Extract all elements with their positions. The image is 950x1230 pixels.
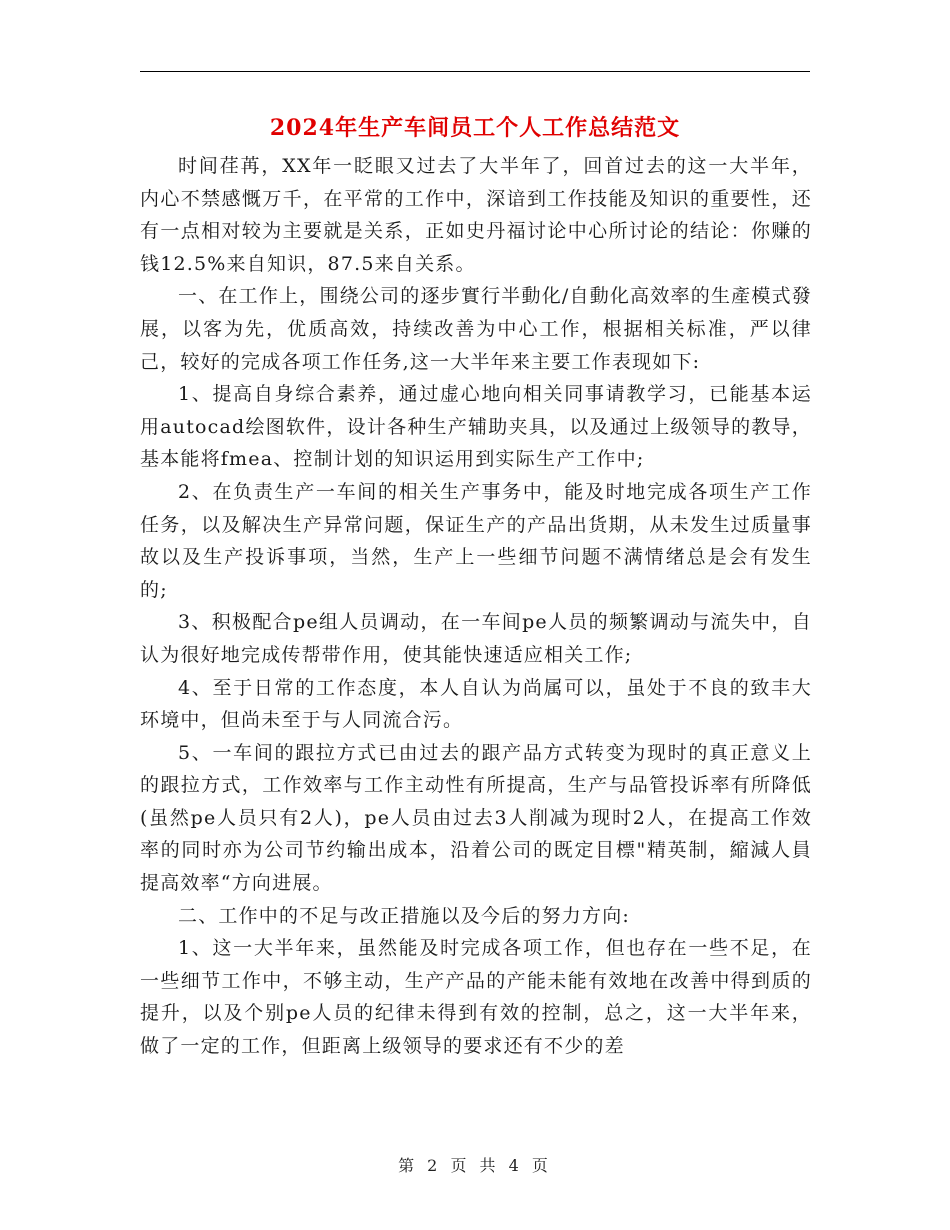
- paragraph-item-2: 2、在负责生产一车间的相关生产事务中，能及时地完成各项生产工作任务，以及解决生产异常问题，保证生产的产品出货期，从未发生过质量事故以及生产投诉事项，当然，生产上一些细节问题不满情绪总是会有发生的;: [140, 480, 812, 601]
- header-rule: [140, 71, 810, 72]
- paragraph-section-two: 二、工作中的不足与改正措施以及今后的努力方向:: [178, 904, 631, 927]
- paragraph-item-1: 1、提高自身综合素养，通过虚心地向相关同事请教学习，已能基本运用autocad绘图软件，设计各种生产辅助夹具，以及通过上级领导的教导，基本能将fmea、控制计划的知识运用到实际生产工作中;: [140, 383, 812, 471]
- paragraph-item-5: 5、一车间的跟拉方式已由过去的跟产品方式转变为现时的真正意义上的跟拉方式，工作效率与工作主动性有所提高，生产与品管投诉率有所降低(虽然pe人员只有2人)，pe人员由过去3人削减为现时2人，在提高工作效率的同时亦为公司节约输出成本，沿着公司的既定目標"精英制，縮減人員提高效率“方向进展。: [140, 741, 812, 895]
- document-body: [140, 150, 812, 1063]
- page-number: 第 2 页 共 4 页: [398, 1156, 552, 1175]
- paragraph-section-two-item-1: 1、这一大半年来，虽然能及时完成各项工作，但也存在一些不足，在一些细节工作中，不够主动，生产产品的产能未能有效地在改善中得到质的提升，以及个别pe人员的纪律未得到有效的控制，总之，这一大半年来，做了一定的工作，但距离上级领导的要求还有不少的差: [140, 937, 812, 1058]
- paragraph-item-4: 4、至于日常的工作态度，本人自认为尚属可以，虽处于不良的致丰大环境中，但尚未至于与人同流合污。: [140, 676, 812, 732]
- paragraph-item-3: 3、积极配合pe组人员调动，在一车间pe人员的频繁调动与流失中，自认为很好地完成传帮带作用，使其能快速适应相关工作;: [140, 611, 812, 666]
- document-title: 2024年生产车间员工个人工作总结范文: [269, 115, 681, 141]
- paragraph-section-one: 一、在工作上，围绕公司的逐步實行半動化/自動化高效率的生產模式發展，以客为先，优质高效，持续改善为中心工作，根据相关标准，严以律己，较好的完成各项工作任务,这一大半年来主要工作表现如下:: [140, 285, 812, 373]
- paragraph-intro: 时间荏苒，XX年一眨眼又过去了大半年了，回首过去的这一大半年，内心不禁感慨万千，在平常的工作中，深谙到工作技能及知识的重要性，还有一点相对较为主要就是关系，正如史丹福讨论中心所讨论的结论：你赚的钱12.5%来自知识，87.5来自关系。: [140, 155, 812, 275]
